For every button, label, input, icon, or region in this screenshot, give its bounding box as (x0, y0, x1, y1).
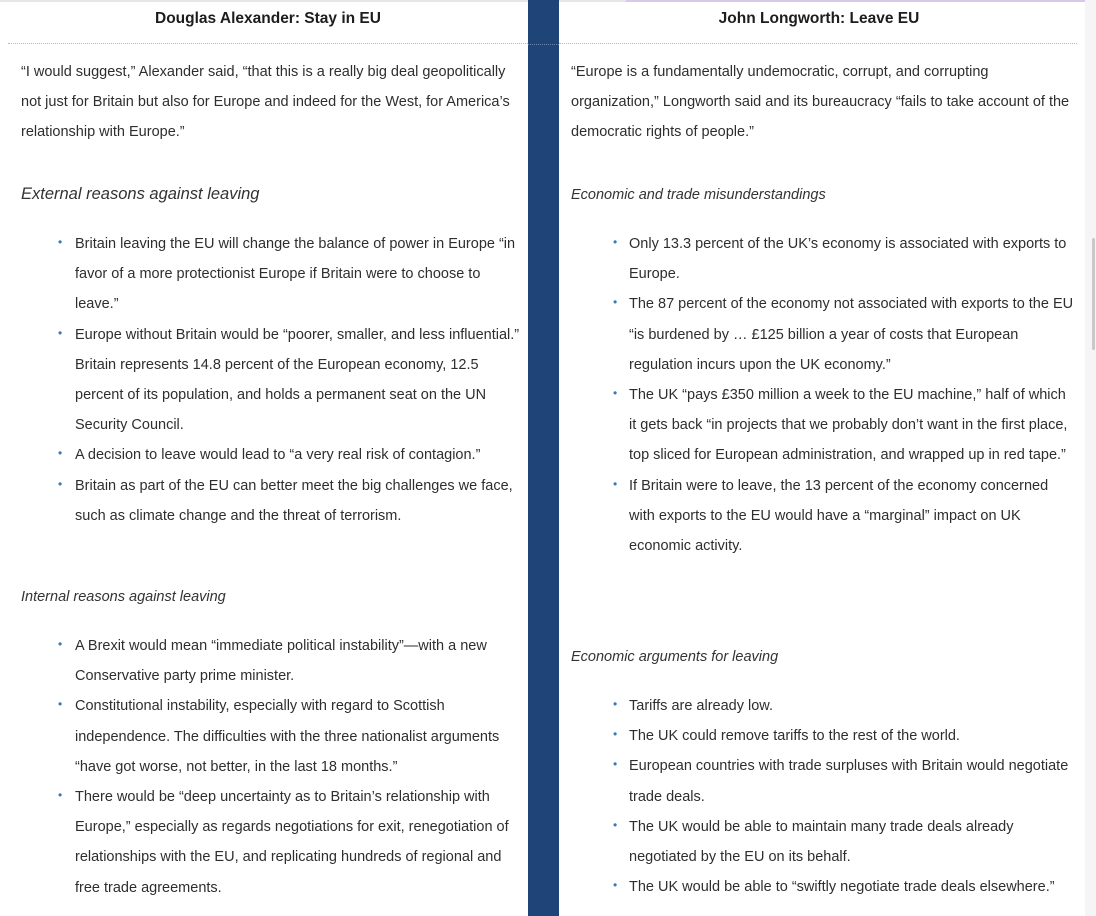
section-heading-arguments: Economic arguments for leaving (571, 649, 779, 665)
title-separator (8, 43, 528, 44)
scrollbar-thumb[interactable] (1092, 238, 1095, 350)
stay-column (0, 0, 528, 916)
section-heading-misunderstandings: Economic and trade misunderstandings (571, 187, 826, 203)
bullet-dot-icon: • (613, 757, 618, 772)
bullet-dot-icon: • (613, 386, 618, 401)
trade-misunderstandings-list (575, 229, 1075, 561)
list-item: • Britain leaving the EU will change the balance of power in Europe “in favor of a more protectionist Europe if Britain were to choose to leave.” (21, 229, 521, 320)
bullet-dot-icon: • (613, 727, 618, 742)
list-item: • The UK would be able to “swiftly negotiate trade deals elsewhere.” (575, 872, 1075, 902)
leave-column-title: John Longworth: Leave EU (718, 10, 920, 27)
longworth-quote: “Europe is a fundamentally undemocratic, corrupt, and corrupting organization,” Longworth said and its bureaucracy “fails to take account of the democratic rights of people.” (571, 64, 1070, 140)
arguments-for-leaving-list (575, 691, 1075, 902)
stay-column-title: Douglas Alexander: Stay in EU (155, 10, 381, 27)
list-item: • Britain as part of the EU can better meet the big challenges we face, such as climate change and the threat of terrorism. (21, 471, 521, 531)
section-heading-external: External reasons against leaving (21, 185, 260, 203)
section-heading-internal: Internal reasons against leaving (21, 589, 226, 605)
bullet-dot-icon: • (58, 788, 63, 803)
bullet-dot-icon: • (58, 697, 63, 712)
list-item: • European countries with trade surpluses with Britain would negotiate trade deals. (575, 751, 1075, 811)
list-item: • A Brexit would mean “immediate political instability”—with a new Conservative party prime minister. (21, 631, 521, 691)
list-item: • The 87 percent of the economy not associated with exports to the EU “is burdened by … £125 billion a year of costs that European regulation incurs upon the UK economy.” (575, 289, 1075, 380)
list-item: • Only 13.3 percent of the UK’s economy is associated with exports to Europe. (575, 229, 1075, 289)
bullet-dot-icon: • (613, 476, 618, 491)
bullet-dot-icon: • (58, 446, 63, 461)
list-item: • Constitutional instability, especially with regard to Scottish independence. The difficulties with the three nationalist arguments “have got worse, not better, in the last 18 months.” (21, 691, 521, 782)
list-item: • The UK would be able to maintain many trade deals already negotiated by the EU on its behalf. (575, 812, 1075, 872)
alexander-quote: “I would suggest,” Alexander said, “that this is a really big deal geopolitically not just for Britain but also for Europe and indeed for the West, for America’s relationship with Europe.” (21, 64, 510, 140)
internal-reasons-list (21, 631, 521, 903)
bullet-dot-icon: • (613, 235, 618, 249)
bullet-dot-icon: • (58, 325, 63, 340)
title-separator (559, 43, 1077, 44)
list-item: • Europe without Britain would be “poorer, smaller, and less influential.” Britain represents 14.8 percent of the European economy, 12.5 percent of its population, and holds a permanent seat on the UN Security Council. (21, 320, 521, 441)
bullet-dot-icon: • (58, 235, 63, 249)
list-item: • The UK could remove tariffs to the rest of the world. (575, 721, 1075, 751)
bullet-dot-icon: • (58, 476, 63, 491)
bullet-dot-icon: • (613, 295, 618, 310)
external-reasons-list (21, 229, 521, 531)
bullet-dot-icon: • (613, 878, 618, 893)
list-item: • If Britain were to leave, the 13 percent of the economy concerned with exports to the EU would have a “marginal” impact on UK economic activity. (575, 471, 1075, 562)
bullet-dot-icon: • (58, 637, 63, 651)
bullet-dot-icon: • (613, 697, 618, 711)
column-divider (528, 0, 559, 916)
list-item: • There would be “deep uncertainty as to Britain’s relationship with Europe,” especially as regards negotiations for exit, renegotiation of relationships with the EU, and replicating hundreds of regional and free trade agreements. (21, 782, 521, 903)
list-item: • The UK “pays £350 million a week to the EU machine,” half of which it gets back “in projects that we probably don’t want in the first place, top sliced for European administration, and wrapped up in red tape.” (575, 380, 1075, 471)
list-item: • Tariffs are already low. (575, 691, 1075, 721)
leave-column (559, 0, 1079, 916)
list-item: • A decision to leave would lead to “a very real risk of contagion.” (21, 440, 521, 470)
bullet-dot-icon: • (613, 817, 618, 832)
vertical-scrollbar[interactable] (1085, 0, 1096, 916)
